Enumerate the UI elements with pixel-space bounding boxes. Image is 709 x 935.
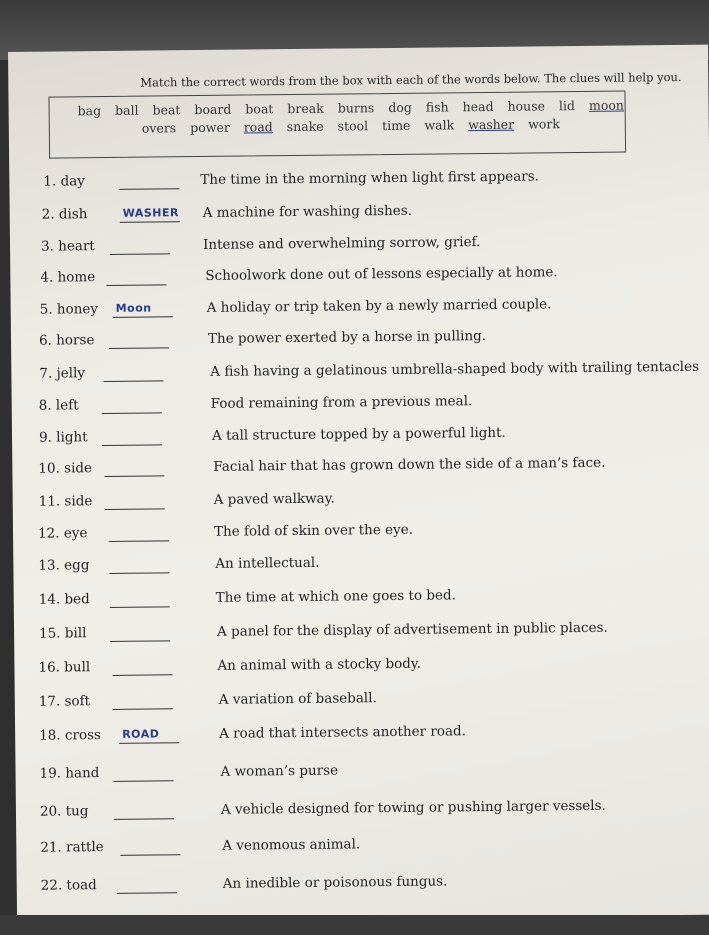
item-word: 4. home [40, 269, 96, 286]
item-clue: A road that intersects another road. [219, 723, 467, 742]
word-bank-word: stool [337, 118, 369, 134]
answer-blank[interactable] [120, 838, 180, 856]
answer-blank[interactable] [102, 428, 162, 446]
item-clue: A woman’s purse [220, 762, 339, 780]
word-bank-word: ball [115, 102, 139, 118]
item-clue: A machine for washing dishes. [202, 202, 413, 221]
handwritten-answer: ROAD [122, 727, 160, 741]
item-word: 11. side [38, 493, 93, 510]
answer-blank[interactable] [106, 268, 166, 286]
item-word: 14. bed [38, 591, 90, 608]
answer-blank[interactable] [117, 876, 177, 894]
item-word: 20. tug [39, 803, 89, 820]
item-word: 6. horse [38, 332, 95, 349]
exercise-item [15, 721, 709, 754]
answer-blank[interactable] [109, 524, 169, 542]
item-clue: A venomous animal. [222, 836, 361, 854]
word-bank-word: dog [388, 99, 412, 116]
item-clue: A tall structure topped by a powerful light. [211, 424, 506, 444]
answer-blank[interactable] [104, 459, 164, 477]
word-bank-word: burns [337, 100, 375, 116]
item-word: 16. bull [38, 659, 91, 676]
item-clue: The power exerted by a horse in pulling. [207, 328, 487, 347]
word-bank-word: washer [468, 116, 515, 133]
item-clue: A holiday or trip taken by a newly married couple. [206, 296, 552, 316]
item-word: 2. dish [41, 206, 88, 223]
item-clue: Intense and overwhelming sorrow, grief. [202, 234, 481, 253]
exercise-item [17, 871, 709, 904]
background-shadow-bottom [0, 915, 709, 935]
item-clue: An animal with a stocky body. [217, 655, 422, 674]
exercise-item [12, 391, 709, 424]
item-clue: An inedible or poisonous fungus. [222, 873, 448, 892]
item-clue: A vehicle designed for towing or pushing larger vessels. [220, 797, 606, 818]
item-clue: Facial hair that has grown down the side of a man’s face. [213, 454, 606, 475]
instructions-text: Match the correct words from the box with each of the words below. The clues will help you. [140, 69, 682, 90]
word-bank-word: fish [425, 99, 449, 115]
word-bank-word: snake [286, 118, 324, 135]
item-clue: The fold of skin over the eye. [213, 521, 414, 540]
item-word: 8. left [38, 397, 79, 414]
handwritten-answer: Moon [115, 301, 152, 315]
exercise-item [11, 359, 709, 392]
word-bank-word: lid [558, 98, 576, 114]
item-word: 1. day [43, 173, 85, 190]
word-bank-row-1 [78, 97, 638, 118]
exercise-item [13, 487, 709, 520]
exercise-item [10, 232, 709, 265]
item-clue: A variation of baseball. [218, 690, 377, 708]
item-word: 19. hand [39, 765, 100, 782]
exercise-item [9, 167, 709, 200]
exercise-item [13, 551, 709, 584]
item-clue: The time at which one goes to bed. [215, 587, 456, 606]
answer-blank[interactable] [109, 556, 169, 574]
item-word: 17. soft [38, 693, 91, 710]
word-bank-word: overs [141, 120, 177, 136]
exercise-item [16, 833, 709, 866]
answer-blank[interactable] [109, 331, 169, 349]
word-bank-word: walk [424, 117, 455, 133]
exercise-item [12, 423, 709, 456]
exercise-item [10, 200, 709, 233]
item-word: 7. jelly [39, 365, 86, 382]
word-bank-word: board [194, 101, 232, 118]
item-word: 22. toad [40, 877, 97, 894]
item-clue: The time in the morning when light first appears. [200, 168, 540, 188]
word-bank-word: power [190, 119, 230, 136]
item-word: 13. egg [38, 557, 90, 574]
item-word: 18. cross [39, 727, 102, 744]
exercise-item [12, 454, 709, 487]
word-bank-word: boat [245, 101, 274, 117]
word-bank-row-2 [142, 116, 574, 136]
word-bank-word: moon [588, 97, 625, 113]
word-bank-word: beat [152, 102, 181, 118]
exercise-item [14, 619, 709, 652]
item-clue: A fish having a gelatinous umbrella-shaped body with trailing tentacles [210, 358, 700, 380]
exercise-item [16, 797, 709, 830]
item-clue: Schoolwork done out of lessons especially at home. [205, 264, 558, 284]
exercise-item [14, 585, 709, 618]
worksheet-page [8, 45, 709, 922]
exercise-item [11, 295, 709, 328]
answer-blank[interactable] [110, 624, 170, 642]
exercise-item [15, 687, 709, 720]
handwritten-answer: WASHER [122, 206, 180, 220]
item-clue: An intellectual. [215, 554, 320, 572]
item-word: 10. side [38, 460, 93, 477]
word-bank-word: road [243, 119, 273, 135]
word-bank-word: time [382, 117, 411, 134]
item-word: 9. light [38, 429, 88, 446]
answer-blank[interactable] [110, 590, 170, 608]
word-bank-word: bag [77, 103, 102, 119]
answer-blank[interactable] [112, 658, 172, 676]
item-clue: A paved walkway. [213, 490, 335, 508]
word-bank-word: house [507, 98, 546, 114]
exercise-item [13, 519, 709, 552]
item-word: 3. heart [40, 238, 95, 255]
word-bank-box [48, 91, 626, 159]
item-word: 5. honey [39, 301, 99, 318]
answer-blank[interactable] [119, 172, 179, 190]
item-clue: A panel for the display of advertisement in public places. [216, 619, 608, 640]
item-word: 15. bill [39, 625, 87, 642]
item-clue: Food remaining from a previous meal. [210, 393, 473, 412]
answer-blank[interactable] [113, 692, 173, 710]
word-bank-word: break [287, 100, 324, 117]
answer-blank[interactable] [113, 764, 173, 782]
exercise-item [14, 653, 709, 686]
answer-blank[interactable] [110, 237, 170, 255]
item-word: 12. eye [37, 525, 88, 542]
word-bank-word: work [528, 116, 561, 132]
answer-blank[interactable] [105, 492, 165, 510]
item-word: 21. rattle [40, 839, 104, 856]
word-bank-word: head [462, 98, 494, 115]
exercise-item [15, 759, 709, 792]
exercise-item [10, 263, 709, 296]
answer-blank[interactable] [114, 802, 174, 820]
answer-blank[interactable] [103, 364, 163, 382]
answer-blank[interactable] [102, 396, 162, 414]
exercise-item [11, 326, 709, 359]
